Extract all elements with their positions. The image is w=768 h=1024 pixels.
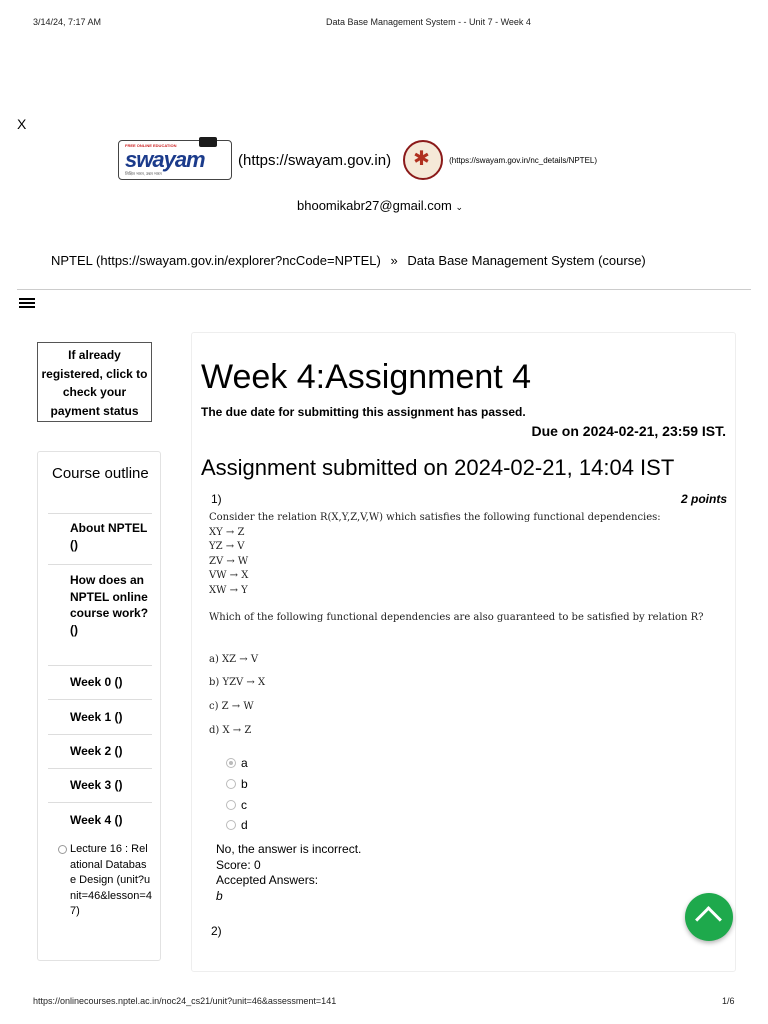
chevron-up-icon	[695, 906, 722, 933]
sidebar-item-week4[interactable]: Week 4 ()	[48, 802, 152, 837]
breadcrumb	[51, 253, 646, 268]
due-date: Due on 2024-02-21, 23:59 IST.	[531, 423, 726, 439]
user-email: bhoomikabr27@gmail.com	[297, 198, 452, 213]
user-menu[interactable]	[297, 198, 463, 213]
sidebar-item-week3[interactable]: Week 3 ()	[48, 768, 152, 802]
print-page-number: 1/6	[722, 996, 735, 1006]
radio-option-b[interactable]: b	[226, 777, 248, 791]
option-text-a: a) XZ → V	[209, 654, 259, 665]
chevron-down-icon: ⌄	[455, 202, 463, 212]
fd-1: XY → Z	[209, 527, 245, 538]
breadcrumb-course[interactable]: Data Base Management System (course)	[407, 253, 646, 268]
submission-status: Assignment submitted on 2024-02-21, 14:04 IST	[201, 455, 675, 480]
sidebar-lecture-16[interactable]: Lecture 16 : Relational Database Design (unit?unit=46&lesson=47)	[48, 842, 152, 920]
question-text: Which of the following functional dependencies are also guaranteed to be satisfied by relation R?	[209, 612, 704, 623]
print-datetime: 3/14/24, 7:17 AM	[33, 17, 102, 27]
course-outline-sidebar	[37, 451, 161, 961]
radio-option-c[interactable]: c	[226, 798, 247, 812]
radio-icon[interactable]	[226, 779, 236, 789]
nptel-link[interactable]: (https://swayam.gov.in/nc_details/NPTEL)	[449, 155, 598, 165]
sidebar-item-week2[interactable]: Week 2 ()	[48, 734, 152, 768]
question-intro: Consider the relation R(X,Y,Z,V,W) which satisfies the following functional dependencies:	[209, 512, 661, 523]
print-title: Data Base Management System - - Unit 7 - Week 4	[326, 17, 531, 27]
question-number-2: 2)	[211, 924, 222, 938]
accepted-answers-label: Accepted Answers:	[216, 873, 319, 887]
radio-option-a[interactable]: a	[226, 756, 248, 770]
radio-icon[interactable]	[226, 800, 236, 810]
swayam-link[interactable]: (https://swayam.gov.in)	[238, 151, 392, 169]
payment-status-button[interactable]: If already registered, click to check your payment status	[37, 342, 152, 422]
nptel-logo[interactable]	[403, 140, 443, 180]
fd-4: VW → X	[209, 570, 249, 581]
divider	[17, 289, 751, 290]
radio-selected-icon[interactable]	[226, 758, 236, 768]
question-points: 2 points	[680, 492, 727, 506]
feedback-message: No, the answer is incorrect.	[216, 842, 362, 856]
radio-icon[interactable]	[226, 820, 236, 830]
due-passed-notice: The due date for submitting this assignment has passed.	[201, 405, 526, 419]
graduation-cap-icon	[199, 137, 217, 147]
sidebar-item-how-it-works[interactable]: How does an NPTEL online course work? ()	[48, 564, 152, 665]
fd-3: ZV → W	[209, 556, 249, 567]
fd-2: YZ → V	[209, 541, 245, 552]
circle-icon	[58, 845, 67, 854]
close-button[interactable]: X	[17, 116, 27, 132]
sidebar-item-about[interactable]: About NPTEL ()	[48, 513, 152, 564]
sidebar-item-week0[interactable]: Week 0 ()	[48, 665, 152, 699]
fd-5: XW → Y	[209, 585, 248, 596]
breadcrumb-nptel[interactable]: NPTEL (https://swayam.gov.in/explorer?ncCode=NPTEL)	[51, 253, 381, 268]
breadcrumb-separator: »	[390, 253, 398, 268]
logo-row	[118, 140, 597, 180]
option-text-b: b) YZV → X	[209, 677, 266, 688]
option-text-d: d) X → Z	[209, 725, 252, 736]
course-outline-heading: Course outline	[52, 465, 149, 482]
option-text-c: c) Z → W	[209, 701, 254, 712]
swayam-logo[interactable]: FREE ONLINE EDUCATION swayam शिक्षित भारत, उन्नत भारत	[118, 140, 232, 180]
sidebar-item-week1[interactable]: Week 1 ()	[48, 699, 152, 734]
score: Score: 0	[216, 857, 261, 872]
scroll-to-top-button[interactable]	[685, 893, 733, 941]
accepted-answer-value: b	[216, 888, 223, 903]
answer-feedback	[216, 842, 361, 904]
page-title: Week 4:Assignment 4	[201, 358, 532, 396]
hamburger-menu-icon[interactable]	[19, 296, 35, 310]
question-number: 1)	[211, 492, 222, 506]
print-url: https://onlinecourses.nptel.ac.in/noc24_cs21/unit?unit=46&assessment=141	[33, 996, 337, 1006]
radio-option-d[interactable]: d	[226, 818, 248, 832]
